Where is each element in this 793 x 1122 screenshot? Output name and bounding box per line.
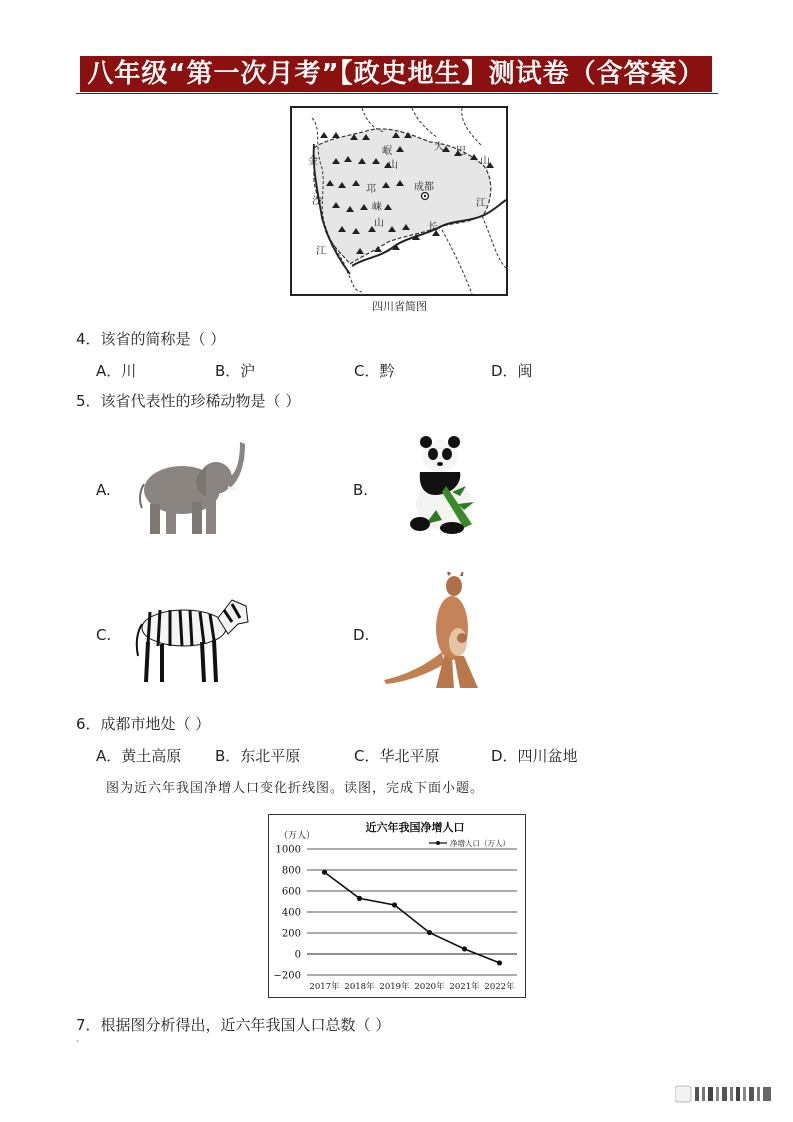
- q5-option-a-label: A.: [96, 481, 111, 499]
- label-chang: 长: [428, 222, 438, 233]
- chart-y-axis-label: （万人）: [279, 831, 316, 841]
- chart-intro-text: 图为近六年我国净增人口变化折线图。读图，完成下面小题。: [106, 781, 485, 796]
- label-min-shan: 山: [388, 160, 398, 171]
- question-5-stem: 5．该省代表性的珍稀动物是（ ）: [76, 392, 301, 410]
- label-da: 大: [434, 142, 444, 153]
- data-point: [497, 960, 502, 965]
- q5-option-c-label: C.: [96, 626, 112, 644]
- data-point: [322, 870, 327, 875]
- label-chengdu: 成都: [414, 182, 434, 193]
- sichuan-map: [290, 106, 508, 296]
- map-graphic: [292, 108, 506, 294]
- q5-option-b-label: B.: [353, 481, 369, 499]
- watermark-logo: [675, 1084, 775, 1104]
- page-tick-mark: `: [76, 1040, 80, 1051]
- q4-option-b: B．沪: [215, 362, 256, 380]
- label-lai: 崃: [372, 202, 382, 213]
- zebra-image: [132, 594, 252, 691]
- title-underline: [76, 93, 718, 94]
- data-point: [357, 896, 362, 901]
- y-tick-label: 200: [281, 928, 301, 940]
- q6-option-d: D．四川盆地: [491, 747, 578, 765]
- q6-option-b: B．东北平原: [215, 747, 301, 765]
- y-tick-label: −200: [273, 970, 301, 982]
- q4-option-a: A．川: [96, 362, 137, 380]
- data-point: [462, 946, 467, 951]
- legend-series-name: 净增人口（万人）: [450, 839, 510, 848]
- x-tick-label: 2020年: [414, 982, 445, 992]
- q5-option-d-label: D.: [353, 626, 370, 644]
- question-7-stem: 7．根据图分析得出，近六年我国人口总数（ ）: [76, 1016, 391, 1034]
- label-sha: 沙: [312, 196, 322, 207]
- data-point: [427, 930, 432, 935]
- kangaroo-image: [382, 572, 480, 695]
- southern-borders: [442, 216, 506, 294]
- chart-title: 近六年我国净增人口: [365, 821, 465, 834]
- chart-legend: [429, 838, 510, 848]
- y-tick-label: 600: [281, 886, 301, 898]
- giant-panda-image: [406, 432, 480, 539]
- map-caption: 四川省简图: [372, 300, 427, 313]
- y-tick-label: 0: [294, 949, 301, 961]
- x-tick-label: 2022年: [484, 982, 515, 992]
- y-tick-label: 800: [281, 865, 301, 877]
- x-tick-label: 2019年: [379, 982, 410, 992]
- question-4-stem: 4．该省的简称是（ ）: [76, 330, 226, 348]
- net-increase-series-line: [325, 872, 500, 963]
- q4-option-c: C．黔: [354, 362, 395, 380]
- elephant-image: [132, 438, 250, 545]
- x-tick-label: 2021年: [449, 982, 480, 992]
- population-line-chart: [269, 815, 525, 997]
- label-ba: 巴: [456, 146, 466, 157]
- label-jin: 金: [308, 156, 318, 167]
- label-qiong: 邛: [366, 184, 376, 195]
- q6-option-c: C．华北平原: [354, 747, 440, 765]
- q6-option-a: A．黄土高原: [96, 747, 182, 765]
- x-tick-label: 2017年: [309, 982, 340, 992]
- x-tick-label: 2018年: [344, 982, 375, 992]
- label-qionglai-shan: 山: [374, 218, 384, 229]
- label-changjiang: 江: [476, 198, 486, 209]
- label-min: 岷: [382, 146, 392, 157]
- label-ba-shan: 山: [480, 156, 490, 167]
- y-tick-label: 1000: [275, 844, 301, 856]
- y-tick-label: 400: [281, 907, 301, 919]
- document-title: 八年级“第一次月考”【政史地生】测试卷（含答案）: [80, 56, 712, 92]
- population-chart-frame: [268, 814, 526, 998]
- label-jinsha-jiang: 江: [316, 246, 326, 257]
- question-6-stem: 6．成都市地处（ ）: [76, 715, 211, 733]
- q4-option-d: D．闽: [491, 362, 533, 380]
- data-point: [392, 902, 397, 907]
